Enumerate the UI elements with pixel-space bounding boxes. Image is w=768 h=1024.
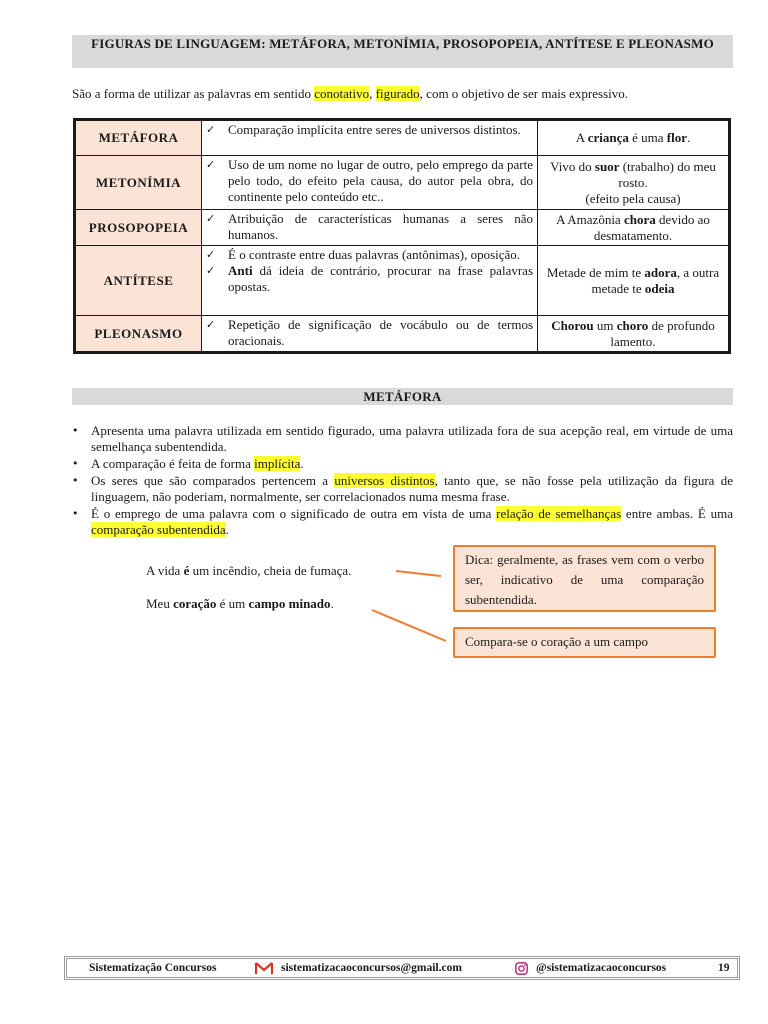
list-item: • Apresenta uma palavra utilizada em sentido figurado, uma palavra utilizada fora de sua acepção real, em virtude de uma semelhança subentendida. (72, 423, 733, 455)
bullet-list (72, 423, 733, 539)
figure-example: Chorou um choro de profundo lamento. (538, 316, 730, 353)
figure-name: METÁFORA (75, 120, 202, 156)
list-item: • É o emprego de uma palavra com o significado de outra em vista de uma relação de semelhanças entre ambas. É uma comparação subentendida. (72, 506, 733, 538)
footer-email: sistematizacaoconcursos@gmail.com (281, 962, 462, 974)
figure-name: ANTÍTESE (75, 246, 202, 316)
connector-line (372, 610, 446, 641)
intro-text: , (369, 86, 376, 101)
highlight-conotativo: conotativo (314, 86, 370, 101)
intro-text: , com o objetivo de ser mais expressivo. (419, 86, 628, 101)
page-number: 19 (718, 962, 730, 974)
example-sentence: Meu coração é um campo minado. (146, 596, 334, 611)
description-text: Uso de um nome no lugar de outro, pelo emprego da parte pelo todo, do efeito pela causa, do autor pela obra, do continente pelo conteúdo etc.. (228, 157, 533, 204)
check-icon: ✓ (206, 264, 216, 277)
figure-example: Vivo do suor (trabalho) do meu rosto. (efeito pela causa) (538, 156, 730, 210)
figure-name: METONÍMIA (75, 156, 202, 210)
example-sentence: A vida é um incêndio, cheia de fumaça. (146, 563, 352, 578)
check-icon: ✓ (206, 318, 216, 331)
instagram-icon (515, 962, 528, 975)
intro-text: São a forma de utilizar as palavras em sentido (72, 86, 315, 101)
description-text: Anti dá ideia de contrário, procurar na frase palavras opostas. (228, 263, 533, 294)
table-row (75, 120, 730, 156)
figure-name: PROSOPOPEIA (75, 210, 202, 246)
gmail-icon (255, 961, 273, 975)
table-row (75, 156, 730, 210)
list-item: • A comparação é feita de forma implícita. (72, 456, 733, 472)
table-row (75, 246, 730, 316)
figure-description (202, 210, 538, 246)
description-text: Comparação implícita entre seres de universos distintos. (228, 122, 521, 137)
comparison-note: Compara-se o coração a um campo (453, 627, 716, 658)
intro-paragraph (72, 86, 733, 102)
check-icon: ✓ (206, 123, 216, 136)
figures-table (73, 118, 731, 354)
figure-name: PLEONASMO (75, 316, 202, 353)
footer-instagram-handle: @sistematizacaoconcursos (536, 962, 667, 974)
description-text: Atribuição de características humanas a seres não humanos. (228, 211, 533, 242)
description-text: É o contraste entre duas palavras (antônimas), oposição. (228, 247, 521, 262)
figure-description (202, 246, 538, 316)
table-row (75, 316, 730, 353)
section-title: METÁFORA (72, 388, 733, 405)
check-icon: ✓ (206, 212, 216, 225)
figure-description (202, 156, 538, 210)
highlight-figurado: figurado (375, 86, 420, 101)
check-icon: ✓ (206, 248, 216, 261)
figure-description (202, 316, 538, 353)
page-title: FIGURAS DE LINGUAGEM: METÁFORA, METONÍMIA, PROSOPOPEIA, ANTÍTESE E PLEONASMO (72, 35, 733, 68)
check-icon: ✓ (206, 158, 216, 171)
tip-note: Dica: geralmente, as frases vem com o verbo ser, indicativo de uma comparação subentendida. (453, 545, 716, 612)
connector-line (396, 571, 441, 576)
figure-example: Metade de mim te adora, a outra metade te odeia (538, 246, 730, 316)
footer-brand: Sistematização Concursos (89, 962, 217, 974)
list-item: • Os seres que são comparados pertencem a universos distintos, tanto que, se não fosse pela utilização da figura de linguagem, não poderiam, normalmente, ser correlacionados numa mesma frase. (72, 473, 733, 505)
description-text: Repetição de significação de vocábulo ou de termos oracionais. (228, 317, 533, 348)
figure-example: A Amazônia chora devido ao desmatamento. (538, 210, 730, 246)
figure-description (202, 120, 538, 156)
figure-example: A criança é uma flor. (538, 120, 730, 156)
page-footer (64, 956, 740, 980)
table-row (75, 210, 730, 246)
